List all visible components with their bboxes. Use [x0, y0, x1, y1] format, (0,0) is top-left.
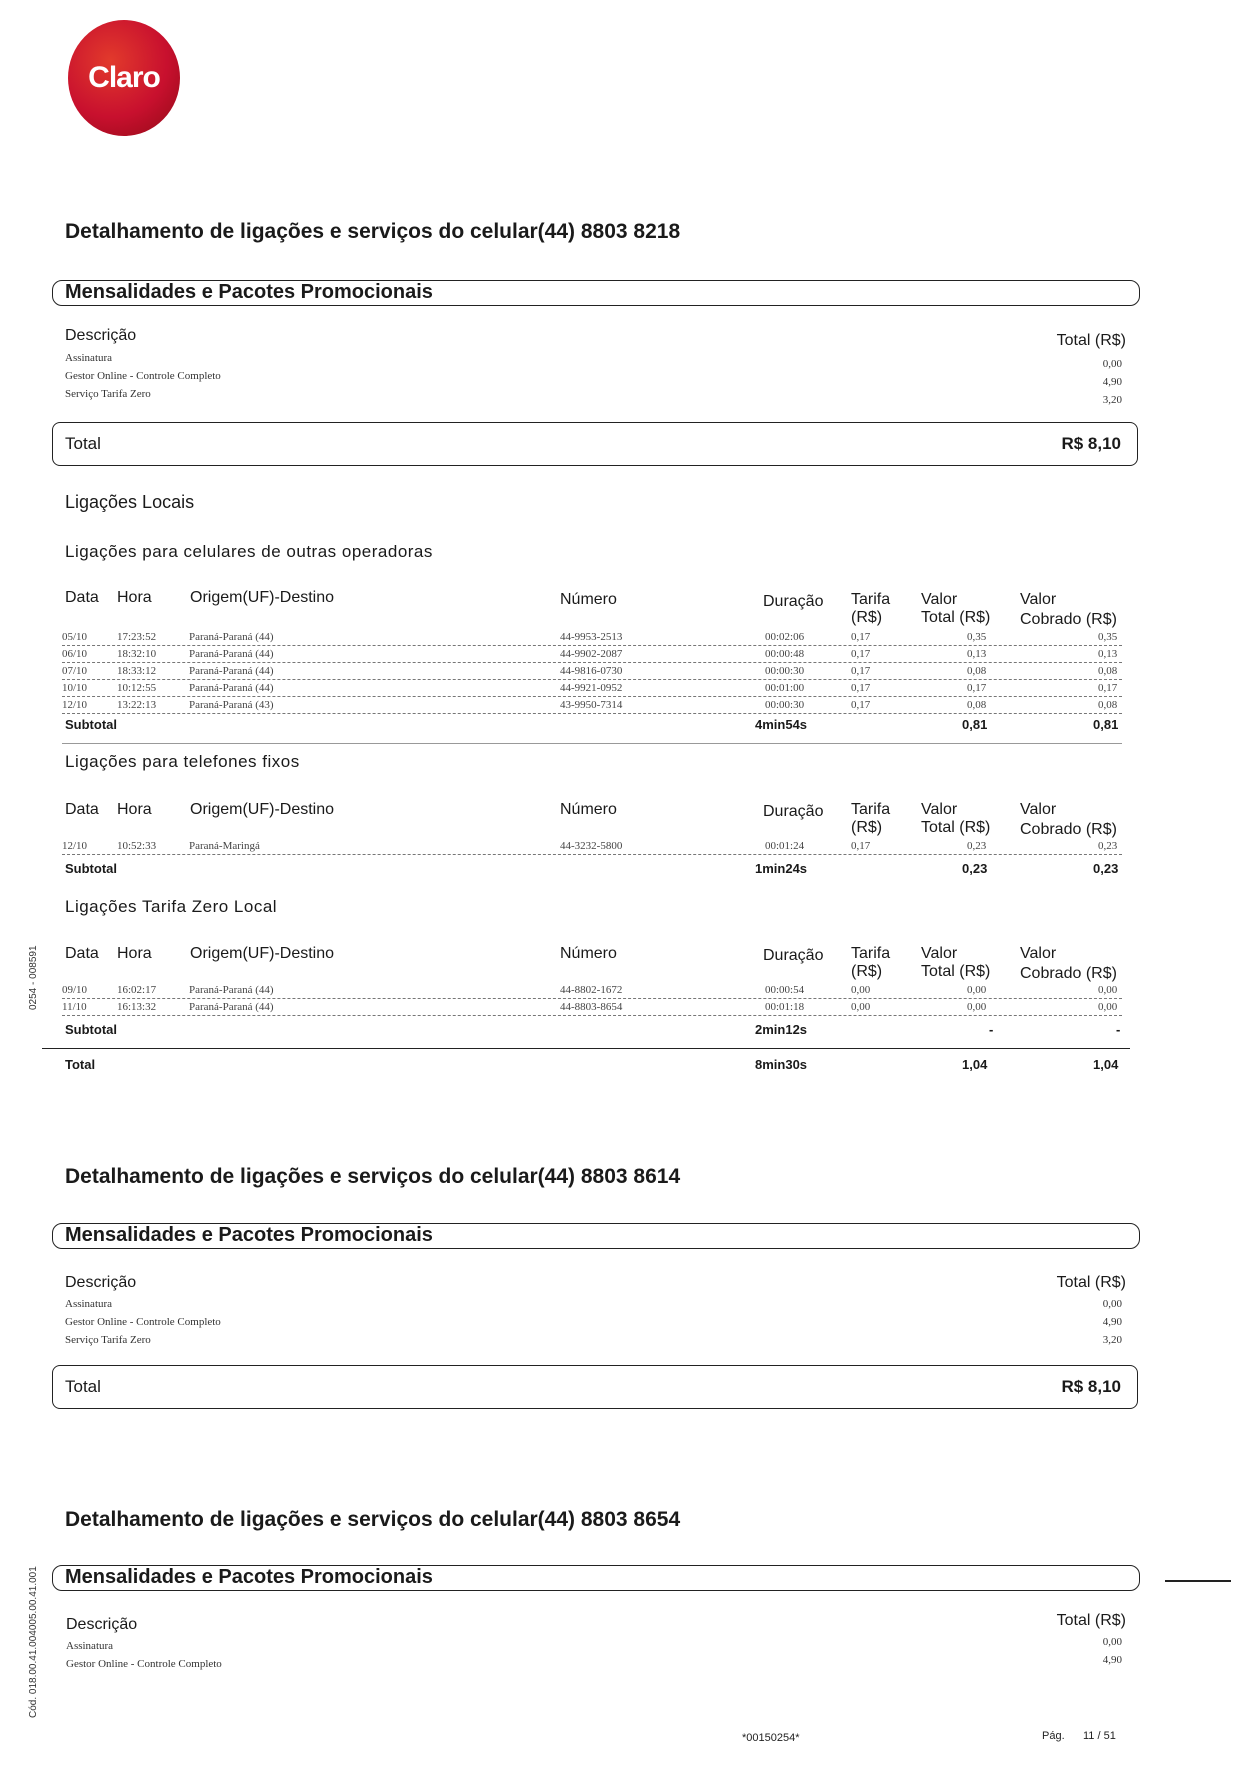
section2-item-value: 0,00 — [1102, 1298, 1122, 1310]
col-valor-total-unit: Total (R$) — [921, 963, 991, 980]
section3-item-value: 4,90 — [1102, 1654, 1122, 1666]
col-tarifa: Tarifa — [851, 591, 891, 608]
col-numero: Número — [560, 945, 617, 962]
subtotal-row: Subtotal 4min54s 0,81 0,81 — [65, 717, 1119, 732]
section3-item-value: 0,00 — [1102, 1636, 1122, 1648]
section1-item-value: 0,00 — [1102, 358, 1122, 370]
section3-item-name: Gestor Online - Controle Completo — [66, 1658, 222, 1670]
col-data: Data — [65, 945, 99, 962]
table-row: 11/10 16:13:32 Paraná-Paraná (44) 44-8803-8654 00:01:18 0,00 0,00 0,00 — [62, 1001, 1122, 1016]
col-valor-cobrado: Valor — [1020, 591, 1057, 608]
section1-desc-label: Descrição — [65, 327, 137, 344]
divider — [62, 743, 1122, 744]
barcode-text: *00150254* — [742, 1732, 800, 1744]
margin-mark — [1165, 1580, 1231, 1582]
col-numero: Número — [560, 591, 617, 608]
col-hora: Hora — [117, 589, 152, 606]
section2-total-label: Total (R$) — [1056, 1274, 1126, 1291]
col-valor-cobrado: Valor — [1020, 801, 1057, 818]
table-row: 10/10 10:12:55 Paraná-Paraná (44) 44-9921-0952 00:01:00 0,17 0,17 0,17 — [62, 682, 1122, 697]
table-row: 12/10 13:22:13 Paraná-Paraná (43) 43-9950-7314 00:00:30 0,17 0,08 0,08 — [62, 699, 1122, 714]
col-valor-total: Valor — [921, 591, 958, 608]
col-valor-total: Valor — [921, 945, 958, 962]
col-duracao: Duração — [763, 803, 824, 820]
col-hora: Hora — [117, 945, 152, 962]
logo-text: Claro — [88, 61, 160, 94]
section2-banner-label: Mensalidades e Pacotes Promocionais — [65, 1224, 433, 1246]
section1-title: Detalhamento de ligações e serviços do celular(44) 8803 8218 — [65, 220, 681, 243]
section1-item-name: Serviço Tarifa Zero — [65, 388, 151, 400]
grand-total-row: Total 8min30s 1,04 1,04 — [65, 1057, 1119, 1072]
col-valor-total-unit: Total (R$) — [921, 819, 991, 836]
subtotal-row: Subtotal 2min12s - - — [65, 1022, 1121, 1037]
section3-banner-label: Mensalidades e Pacotes Promocionais — [65, 1566, 433, 1588]
col-tarifa-unit: (R$) — [851, 819, 883, 836]
col-hora: Hora — [117, 801, 152, 818]
section3-desc-label: Descrição — [66, 1616, 138, 1633]
col-duracao: Duração — [763, 593, 824, 610]
section1-item-value: 4,90 — [1102, 376, 1122, 388]
side-code-bottom: Cód. 018.00.41.004005.00.41.001 — [28, 1566, 39, 1718]
col-valor-cobrado: Valor — [1020, 945, 1057, 962]
side-code-top: 0254 - 008591 — [28, 945, 39, 1010]
section1-item-name: Assinatura — [65, 352, 113, 364]
col-tarifa: Tarifa — [851, 945, 891, 962]
col-valor-cobrado-unit: Cobrado (R$) — [1020, 965, 1117, 982]
col-tarifa-unit: (R$) — [851, 609, 883, 626]
section1-total-label: Total (R$) — [1056, 332, 1126, 349]
section2-total-box-value: R$ 8,10 — [1061, 1377, 1121, 1396]
section3-total-label: Total (R$) — [1056, 1612, 1126, 1629]
table-row: 05/10 17:23:52 Paraná-Paraná (44) 44-9953-2513 00:02:06 0,17 0,35 0,35 — [62, 631, 1122, 646]
section2-item-name: Serviço Tarifa Zero — [65, 1334, 151, 1346]
col-origem: Origem(UF)-Destino — [190, 945, 335, 962]
section2-item-value: 4,90 — [1102, 1316, 1122, 1328]
subtotal-row: Subtotal 1min24s 0,23 0,23 — [65, 861, 1119, 876]
section2-total-box-label: Total — [65, 1377, 101, 1396]
table-row: 12/10 10:52:33 Paraná-Maringá 44-3232-5800 00:01:24 0,17 0,23 0,23 — [62, 840, 1122, 855]
section1-banner — [52, 280, 1140, 306]
section2-title: Detalhamento de ligações e serviços do celular(44) 8803 8614 — [65, 1165, 681, 1188]
col-data: Data — [65, 801, 99, 818]
claro-logo — [68, 20, 180, 136]
section1-item-value: 3,20 — [1102, 394, 1122, 406]
section2-item-value: 3,20 — [1102, 1334, 1122, 1346]
col-tarifa-unit: (R$) — [851, 963, 883, 980]
table-row: 07/10 18:33:12 Paraná-Paraná (44) 44-9816-0730 00:00:30 0,17 0,08 0,08 — [62, 665, 1122, 680]
page-number: 11 / 51 — [1083, 1730, 1116, 1742]
section2-total-box — [52, 1365, 1138, 1409]
group1-title: Ligações para celulares de outras operadoras — [65, 542, 433, 561]
col-valor-cobrado-unit: Cobrado (R$) — [1020, 611, 1117, 628]
section3-title: Detalhamento de ligações e serviços do celular(44) 8803 8654 — [65, 1508, 681, 1531]
col-origem: Origem(UF)-Destino — [190, 801, 335, 818]
section1-total-box — [52, 422, 1138, 466]
ligacoes-locais-title: Ligações Locais — [65, 492, 195, 512]
col-origem: Origem(UF)-Destino — [190, 589, 335, 606]
page-label: Pág. — [1042, 1730, 1065, 1742]
col-tarifa: Tarifa — [851, 801, 891, 818]
section3-item-name: Assinatura — [66, 1640, 114, 1652]
section1-total-box-value: R$ 8,10 — [1061, 434, 1121, 453]
table-row: 09/10 16:02:17 Paraná-Paraná (44) 44-8802-1672 00:00:54 0,00 0,00 0,00 — [62, 984, 1122, 999]
section2-banner — [52, 1223, 1140, 1249]
section1-item-name: Gestor Online - Controle Completo — [65, 370, 221, 382]
section3-banner — [52, 1565, 1140, 1591]
table-row: 06/10 18:32:10 Paraná-Paraná (44) 44-9902-2087 00:00:48 0,17 0,13 0,13 — [62, 648, 1122, 663]
col-valor-total-unit: Total (R$) — [921, 609, 991, 626]
col-duracao: Duração — [763, 947, 824, 964]
col-data: Data — [65, 589, 99, 606]
section2-item-name: Gestor Online - Controle Completo — [65, 1316, 221, 1328]
col-valor-cobrado-unit: Cobrado (R$) — [1020, 821, 1117, 838]
group2-title: Ligações para telefones fixos — [65, 752, 300, 771]
group3-title: Ligações Tarifa Zero Local — [65, 897, 278, 916]
section2-item-name: Assinatura — [65, 1298, 113, 1310]
section1-total-box-label: Total — [65, 434, 101, 453]
col-numero: Número — [560, 801, 617, 818]
section2-desc-label: Descrição — [65, 1274, 137, 1291]
col-valor-total: Valor — [921, 801, 958, 818]
total-divider — [42, 1048, 1130, 1049]
section1-banner-label: Mensalidades e Pacotes Promocionais — [65, 281, 433, 303]
